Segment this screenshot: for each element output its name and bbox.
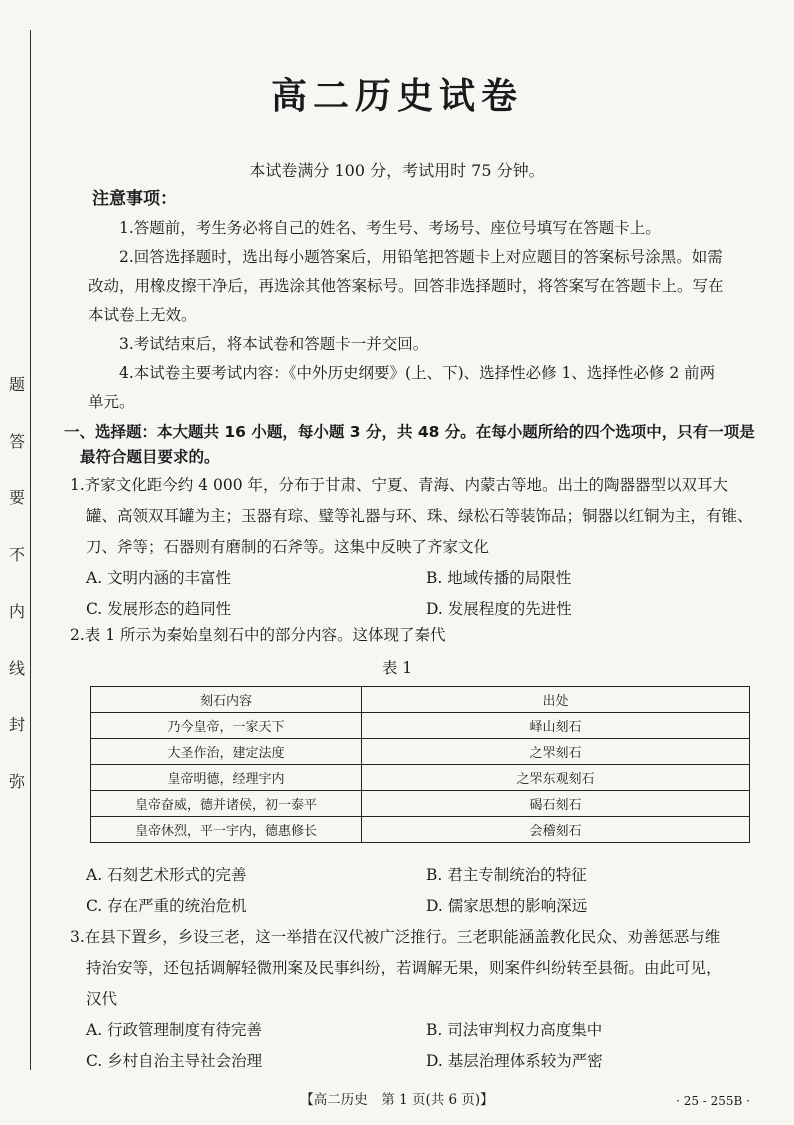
option-c: C. 存在严重的统治危机 [86, 897, 247, 915]
table-cell: 大圣作治，建定法度 [91, 739, 362, 765]
question-stem: 1.齐家文化距今约 4 000 年，分布于甘肃、宁夏、青海、内蒙古等地。出土的陶器器型以双耳大 [70, 476, 729, 494]
table-row [91, 739, 750, 765]
notice-item: 1.答题前，考生务必将自己的姓名、考生号、考场号、座位号填写在答题卡上。 [119, 219, 661, 237]
margin-char: 内 [8, 601, 25, 621]
table-cell: 碣石刻石 [362, 791, 750, 817]
table-row [91, 791, 750, 817]
margin-char: 答 [8, 431, 25, 451]
exam-info: 本试卷满分 100 分，考试用时 75 分钟。 [249, 161, 545, 180]
table-row [91, 817, 750, 843]
option-c: C. 发展形态的趋同性 [86, 600, 232, 618]
table-row [91, 765, 750, 791]
page-footer: 【高二历史 第 1 页(共 6 页)】 [300, 1092, 494, 1108]
table-cell: 会稽刻石 [362, 817, 750, 843]
table-cell: 皇帝休烈，平一宇内，德惠修长 [91, 817, 362, 843]
options [70, 563, 770, 625]
table-cell: 皇帝明德，经理宇内 [91, 765, 362, 791]
option-b: B. 地域传播的局限性 [426, 569, 572, 587]
notice-item: 3.考试结束后，将本试卷和答题卡一并交回。 [119, 335, 429, 353]
question-stem: 2.表 1 所示为秦始皇刻石中的部分内容。这体现了秦代 [70, 626, 446, 644]
margin-char: 弥 [8, 771, 25, 791]
option-c: C. 乡村自治主导社会治理 [86, 1052, 263, 1070]
question-stem: 罐、高领双耳罐为主；玉器有琮、璧等礼器与环、珠、绿松石等装饰品；铜器以红铜为主，有锥、 [86, 507, 753, 525]
question-stem: 刀、斧等；石器则有磨制的石斧等。这集中反映了齐家文化 [86, 538, 490, 556]
binding-line [30, 30, 31, 1070]
option-b: B. 司法审判权力高度集中 [426, 1021, 603, 1039]
question-3 [70, 922, 770, 1077]
section-heading [64, 420, 764, 470]
table-header: 刻石内容 [91, 687, 362, 713]
option-b: B. 君主专制统治的特征 [426, 866, 587, 884]
option-a: A. 行政管理制度有待完善 [86, 1021, 263, 1039]
option-d: D. 发展程度的先进性 [426, 600, 572, 618]
question-2-options [70, 860, 770, 922]
options [70, 860, 770, 922]
option-d: D. 儒家思想的影响深远 [426, 897, 588, 915]
options [70, 1015, 770, 1077]
option-a: A. 文明内涵的丰富性 [86, 569, 232, 587]
margin-char: 题 [8, 375, 25, 394]
notice-item: 4.本试卷主要考试内容：《中外历史纲要》(上、下)、选择性必修 1、选择性必修 2 前两单元。 [88, 364, 716, 411]
section-line: 一、选择题：本大题共 16 小题，每小题 3 分，共 48 分。在每小题所给的四个选项中，只有一项是 [64, 423, 755, 441]
option-a: A. 石刻艺术形式的完善 [86, 866, 247, 884]
notice-item: 2.回答选择题时，选出每小题答案后，用铅笔把答题卡上对应题目的答案标号涂黑。如需改动，用橡皮擦干净后，再选涂其他答案标号。回答非选择题时，将答案写在答题卡上。写在本试卷上无效。 [88, 248, 724, 324]
table-cell: 之罘刻石 [362, 739, 750, 765]
paper-code: · 25 - 255B · [676, 1094, 750, 1108]
table-cell: 皇帝奋威，德并诸侯，初一泰平 [91, 791, 362, 817]
margin-char: 要 [8, 488, 25, 508]
question-1 [70, 470, 770, 625]
table-header: 出处 [362, 687, 750, 713]
binding-margin-text [6, 372, 28, 792]
table-cell: 乃今皇帝，一家天下 [91, 713, 362, 739]
question-stem: 持治安等，还包括调解轻微刑案及民事纠纷，若调解无果，则案件纠纷转至县衙。由此可见， [86, 959, 722, 977]
table-caption: 表 1 [381, 659, 413, 677]
table-cell: 峄山刻石 [362, 713, 750, 739]
section-line: 最符合题目要求的。 [80, 448, 220, 466]
margin-char: 不 [8, 545, 25, 565]
question-stem: 汉代 [86, 990, 118, 1008]
table-cell: 之罘东观刻石 [362, 765, 750, 791]
option-d: D. 基层治理体系较为严密 [426, 1052, 603, 1070]
notice-heading: 注意事项： [92, 189, 177, 209]
page-title: 高二历史试卷 [270, 76, 523, 117]
table-header-row [91, 687, 750, 713]
margin-char: 线 [8, 658, 25, 678]
inscription-table [90, 686, 750, 843]
question-stem: 3.在县下置乡，乡设三老，这一举措在汉代被广泛推行。三老职能涵盖教化民众、劝善惩恶与维 [70, 928, 721, 946]
notice-list [88, 214, 728, 417]
table-row [91, 713, 750, 739]
question-2 [70, 620, 770, 651]
margin-char: 封 [8, 715, 25, 735]
